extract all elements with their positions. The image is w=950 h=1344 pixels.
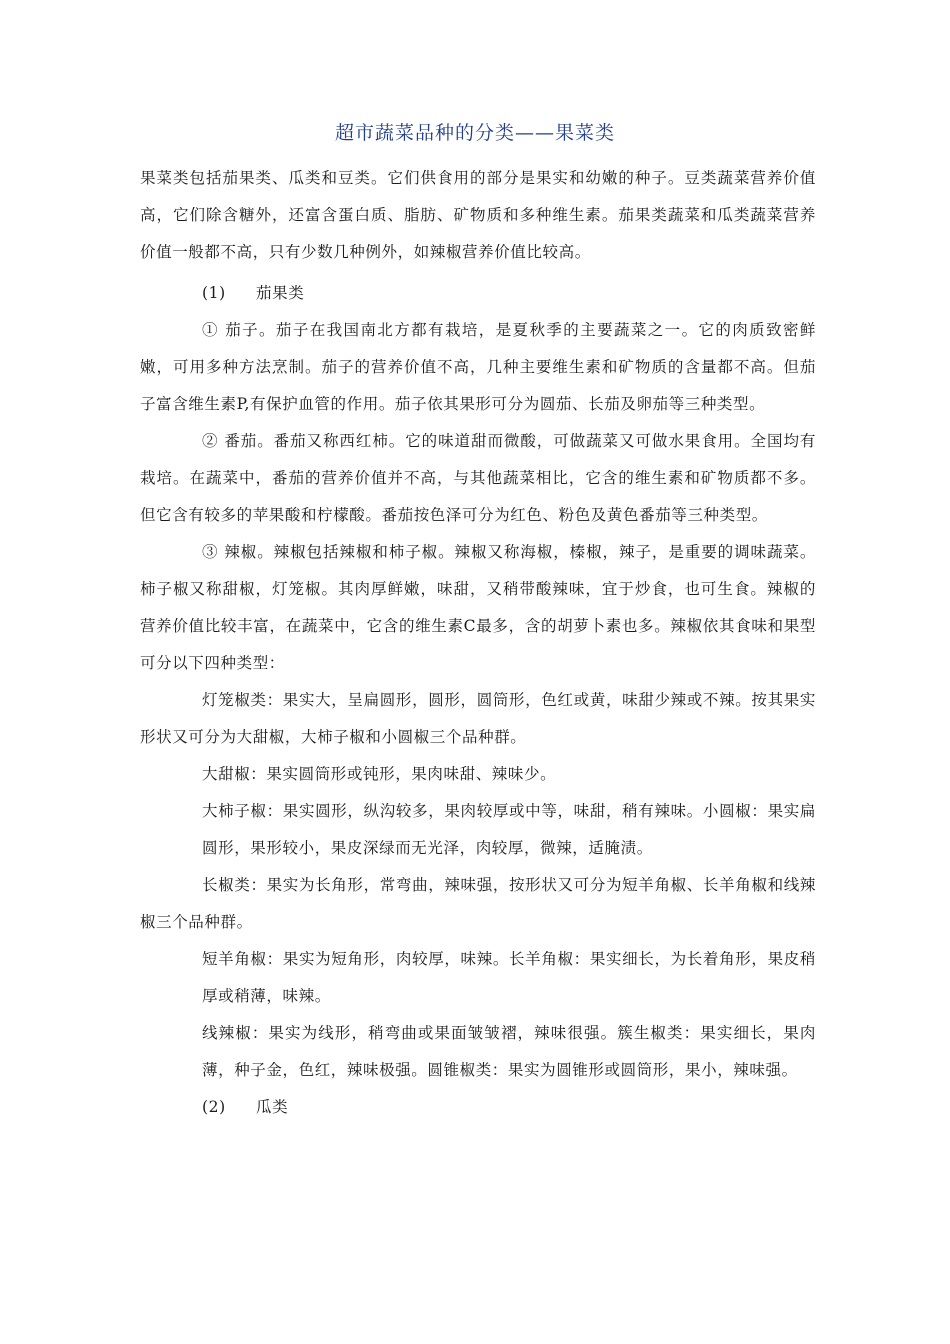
- tomato-paragraph: ② 番茄。番茄又称西红柿。它的味道甜而微酸，可做蔬菜又可做水果食用。全国均有栽培。在蔬菜中，番茄的营养价值并不高，与其他蔬菜相比，它含的维生素和矿物质都不多。但它含有较多的苹果酸和柠檬酸。番茄按色泽可分为红色、粉色及黄色番茄等三种类型。: [140, 432, 816, 524]
- document-title: 超市蔬菜品种的分类——果菜类: [334, 122, 615, 144]
- section-heading-1: [140, 275, 816, 312]
- eggplant-paragraph: ① 茄子。茄子在我国南北方都有栽培，是夏秋季的主要蔬菜之一。它的肉质致密鲜嫩，可用多种方法烹制。茄子的营养价值不高，几种主要维生素和矿物质的含量都不高。但茄子富含维生素P,有保护血管的作用。茄子依其果形可分为圆茄、长茄及卵茄等三种类型。: [140, 321, 816, 413]
- short-horn-pepper-paragraph: 短羊角椒：果实为短角形，肉较厚，味辣。长羊角椒：果实细长，为长着角形，果皮稍厚或稍薄，味辣。: [202, 950, 816, 1005]
- section-heading-2: [140, 1089, 816, 1126]
- section-heading-1-label: 茄果类: [256, 284, 305, 302]
- lantern-pepper-paragraph: 灯笼椒类：果实大，呈扁圆形，圆形，圆筒形，色红或黄，味甜少辣或不辣。按其果实形状又可分为大甜椒，大柿子椒和小圆椒三个品种群。: [140, 691, 816, 746]
- section-heading-2-label: 瓜类: [256, 1098, 289, 1116]
- thread-pepper-paragraph: 线辣椒：果实为线形，稍弯曲或果面皱皱褶，辣味很强。簇生椒类：果实细长，果肉薄，种子金，色红，辣味极强。圆锥椒类：果实为圆锥形或圆筒形，果小，辣味强。: [202, 1024, 816, 1079]
- big-sweet-pepper-paragraph: 大甜椒：果实圆筒形或钝形，果肉味甜、辣味少。: [202, 765, 557, 783]
- big-persimmon-pepper-paragraph: 大柿子椒：果实圆形，纵沟较多，果肉较厚或中等，味甜，稍有辣味。小圆椒：果实扁圆形，果形较小，果皮深绿而无光泽，肉较厚，微辣，适腌渍。: [202, 802, 816, 857]
- long-pepper-paragraph: 长椒类：果实为长角形，常弯曲，辣味强，按形状又可分为短羊角椒、长羊角椒和线辣椒三个品种群。: [140, 876, 816, 931]
- section-heading-2-number: (2): [202, 1098, 226, 1116]
- section-heading-1-number: (1): [202, 284, 226, 302]
- document-body: [140, 160, 816, 1126]
- intro-paragraph: 果菜类包括茄果类、瓜类和豆类。它们供食用的部分是果实和幼嫩的种子。豆类蔬菜营养价值高，它们除含糖外，还富含蛋白质、脂肪、矿物质和多种维生素。茄果类蔬菜和瓜类蔬菜营养价值一般都不高，只有少数几种例外，如辣椒营养价值比较高。: [140, 169, 816, 261]
- pepper-paragraph: ③ 辣椒。辣椒包括辣椒和柿子椒。辣椒又称海椒，榛椒，辣子，是重要的调味蔬菜。柿子椒又称甜椒，灯笼椒。其肉厚鲜嫩，味甜，又稍带酸辣味，宜于炒食，也可生食。辣椒的营养价值比较丰富，在蔬菜中，它含的维生素C最多，含的胡萝卜素也多。辣椒依其食味和果型可分以下四种类型：: [140, 543, 816, 672]
